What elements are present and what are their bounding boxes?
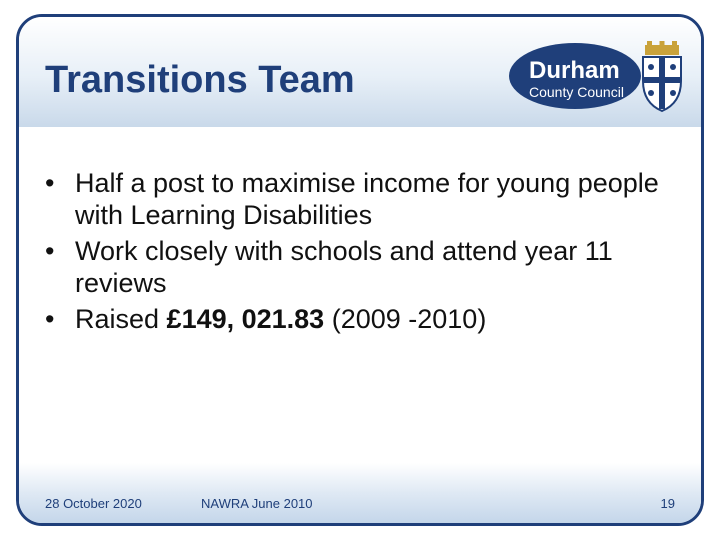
footer-band: [19, 463, 701, 523]
slide-title: Transitions Team: [45, 59, 355, 101]
bullet-text: Half a post to maximise income for young people with Learning Disabilities: [75, 168, 659, 230]
raised-amount: £149, 021.83: [166, 304, 325, 334]
slide-frame: [16, 14, 704, 526]
crest-icon: [643, 41, 681, 111]
logo-text-county-council: County Council: [529, 84, 624, 100]
bullet-text-suffix: (2009 -2010): [324, 304, 487, 334]
bullet-text-prefix: Raised: [75, 304, 167, 334]
footer-event: NAWRA June 2010: [201, 496, 313, 511]
footer-date: 28 October 2020: [45, 496, 142, 511]
logo-text-durham: Durham: [529, 57, 620, 84]
bullet-item: [45, 167, 685, 231]
bullet-icon: •: [45, 236, 55, 266]
bullet-item: [45, 303, 685, 335]
bullet-text: Work closely with schools and attend year 11 reviews: [75, 236, 613, 298]
bullet-icon: •: [45, 304, 55, 334]
page-number: 19: [660, 496, 675, 511]
durham-county-council-logo: [509, 37, 689, 117]
bullet-icon: •: [45, 168, 55, 198]
bullet-item: [45, 235, 685, 299]
bullet-list: [45, 167, 685, 339]
